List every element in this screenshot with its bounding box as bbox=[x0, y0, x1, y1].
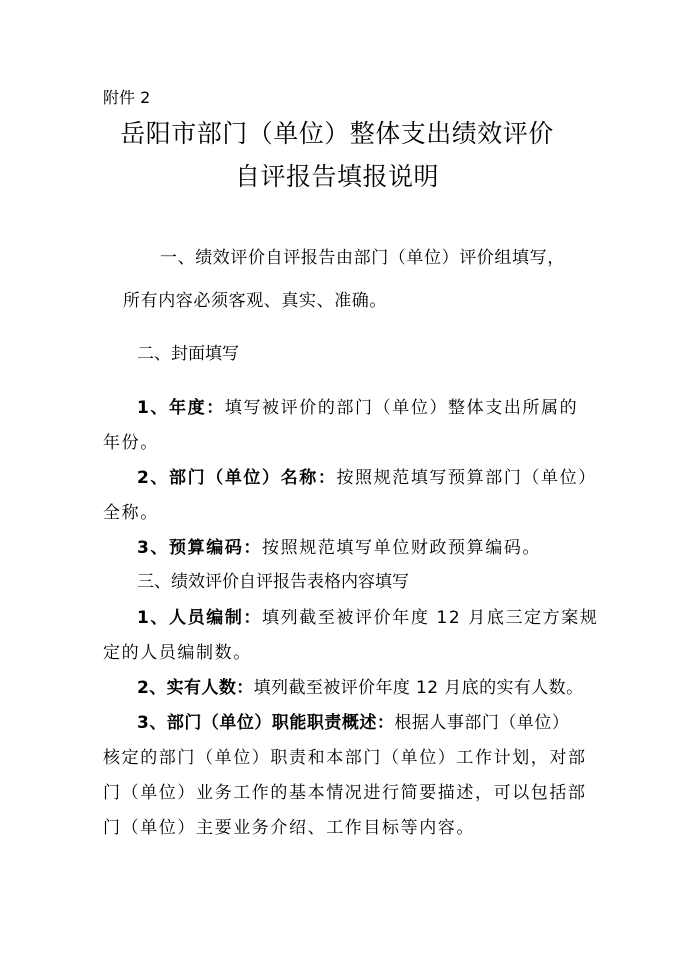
cover-item-budget-code-text: 按照规范填写单位财政预算编码。 bbox=[262, 538, 542, 558]
table-item-duties-line-4: 门（单位）主要业务介绍、工作目标等内容。 bbox=[103, 818, 475, 838]
table-item-staffing-label: 1、人员编制： bbox=[137, 608, 263, 628]
table-item-duties bbox=[137, 712, 617, 734]
table-item-actual-headcount-text: 填列截至被评价年度 12 月底的实有人数。 bbox=[253, 678, 584, 698]
table-item-duties-line-2: 核定的部门（单位）职责和本部门（单位）工作计划，对部 bbox=[103, 748, 587, 768]
table-item-actual-headcount-label: 2、实有人数： bbox=[137, 678, 254, 698]
cover-item-budget-code-label: 3、预算编码： bbox=[137, 538, 263, 558]
table-item-staffing bbox=[137, 607, 617, 629]
cover-item-year-label: 1、年度： bbox=[137, 398, 225, 418]
table-item-duties-label: 3、部门（单位）职能职责概述： bbox=[137, 713, 395, 733]
table-item-duties-text: 根据人事部门（单位） bbox=[394, 713, 570, 733]
table-item-staffing-line-2: 定的人员编制数。 bbox=[103, 643, 252, 663]
section3-heading: 三、绩效评价自评报告表格内容填写 bbox=[137, 572, 409, 592]
cover-item-dept-name-text: 按照规范填写预算部门（单位） bbox=[336, 468, 597, 488]
document-title-line-2: 自评报告填报说明 bbox=[234, 162, 439, 191]
table-item-duties-line-3: 门（单位）业务工作的基本情况进行简要描述，可以包括部 bbox=[103, 783, 587, 803]
document-title-line-1: 岳阳市部门（单位）整体支出绩效评价 bbox=[120, 119, 554, 148]
cover-item-year-line-2: 年份。 bbox=[103, 433, 159, 453]
table-item-actual-headcount bbox=[137, 677, 617, 699]
section1-line-2: 所有内容必须客观、真实、准确。 bbox=[123, 291, 387, 311]
cover-item-dept-name-label: 2、部门（单位）名称： bbox=[137, 468, 337, 488]
table-item-staffing-text: 填列截至被评价年度 12 月底三定方案规 bbox=[262, 608, 599, 628]
cover-item-budget-code bbox=[137, 537, 617, 559]
section2-heading: 二、封面填写 bbox=[137, 344, 239, 364]
cover-item-dept-name bbox=[137, 467, 617, 489]
cover-item-year bbox=[137, 397, 617, 419]
cover-item-dept-name-line-2: 全称。 bbox=[103, 503, 159, 523]
cover-item-year-text: 填写被评价的部门（单位）整体支出所属的 bbox=[224, 398, 579, 418]
attachment-label: 附件 2 bbox=[103, 88, 151, 107]
section1-line-1: 一、绩效评价自评报告由部门（单位）评价组填写， bbox=[160, 248, 565, 268]
